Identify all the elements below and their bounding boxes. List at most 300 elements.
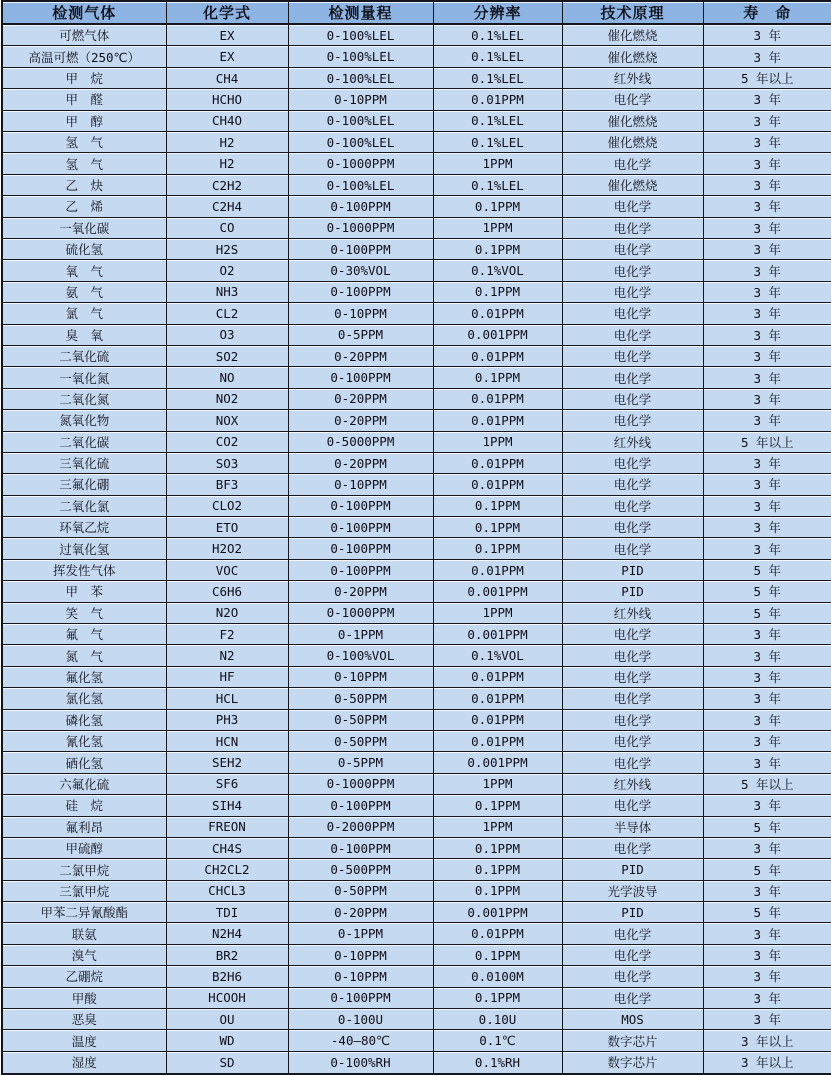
formula-cell: CH2CL2	[166, 859, 288, 880]
formula-cell: BR2	[166, 944, 288, 965]
range-cell: 0-2000PPM	[288, 816, 433, 837]
resolution-cell: 0.01PPM	[433, 452, 562, 473]
resolution-cell: 0.01PPM	[433, 923, 562, 944]
table-row	[2, 773, 831, 794]
lifespan-cell: 3 年	[703, 46, 831, 67]
range-cell: 0-1000PPM	[288, 217, 433, 238]
table-row	[2, 624, 831, 645]
table-row	[2, 816, 831, 837]
principle-cell: 光学波导	[562, 880, 703, 901]
range-cell: 0-100U	[288, 1009, 433, 1030]
table-row	[2, 752, 831, 773]
table-row	[2, 559, 831, 580]
gas-name-cell: 甲 烷	[2, 67, 166, 88]
gas-name-cell: 氯化氢	[2, 688, 166, 709]
principle-cell: 电化学	[562, 452, 703, 473]
lifespan-cell: 3 年	[703, 709, 831, 730]
formula-cell: EX	[166, 24, 288, 46]
formula-cell: N2O	[166, 602, 288, 623]
gas-name-cell: 氟利昂	[2, 816, 166, 837]
gas-name-cell: 可燃气体	[2, 24, 166, 46]
formula-cell: SO2	[166, 345, 288, 366]
range-cell: 0-10PPM	[288, 666, 433, 687]
principle-cell: PID	[562, 559, 703, 580]
lifespan-cell: 5 年以上	[703, 431, 831, 452]
resolution-cell: 0.1%LEL	[433, 67, 562, 88]
formula-cell: FREON	[166, 816, 288, 837]
gas-name-cell: 一氧化碳	[2, 217, 166, 238]
range-cell: 0-1000PPM	[288, 602, 433, 623]
range-cell: 0-100PPM	[288, 795, 433, 816]
resolution-cell: 0.001PPM	[433, 324, 562, 345]
resolution-cell: 0.1℃	[433, 1030, 562, 1051]
table-row	[2, 110, 831, 131]
resolution-cell: 0.1PPM	[433, 987, 562, 1008]
table-row	[2, 452, 831, 473]
lifespan-cell: 3 年	[703, 238, 831, 259]
table-row	[2, 260, 831, 281]
gas-name-cell: 氧 气	[2, 260, 166, 281]
gas-name-cell: 六氟化硫	[2, 773, 166, 794]
formula-cell: O2	[166, 260, 288, 281]
range-cell: 0-100%LEL	[288, 24, 433, 46]
gas-name-cell: 三氧化硫	[2, 452, 166, 473]
resolution-cell: 0.1PPM	[433, 795, 562, 816]
lifespan-cell: 3 年	[703, 495, 831, 516]
resolution-cell: 1PPM	[433, 602, 562, 623]
lifespan-cell: 3 年	[703, 645, 831, 666]
table-row	[2, 837, 831, 858]
resolution-cell: 0.01PPM	[433, 303, 562, 324]
table-row	[2, 345, 831, 366]
principle-cell: 电化学	[562, 517, 703, 538]
principle-cell: 电化学	[562, 153, 703, 174]
range-cell: 0-100%RH	[288, 1051, 433, 1074]
principle-cell: 电化学	[562, 345, 703, 366]
lifespan-cell: 5 年	[703, 902, 831, 923]
lifespan-cell: 3 年	[703, 987, 831, 1008]
principle-cell: 红外线	[562, 602, 703, 623]
formula-cell: CL2	[166, 303, 288, 324]
gas-name-cell: 二氯甲烷	[2, 859, 166, 880]
lifespan-cell: 3 年	[703, 517, 831, 538]
resolution-cell: 0.01PPM	[433, 410, 562, 431]
table-row	[2, 495, 831, 516]
range-cell: 0-100PPM	[288, 987, 433, 1008]
table-row	[2, 410, 831, 431]
table-row	[2, 431, 831, 452]
header-row	[2, 1, 831, 24]
gas-name-cell: 二氧化氮	[2, 388, 166, 409]
range-cell: 0-100PPM	[288, 196, 433, 217]
gas-spec-table	[1, 0, 831, 1075]
formula-cell: NO	[166, 367, 288, 388]
formula-cell: HF	[166, 666, 288, 687]
gas-name-cell: 乙 烯	[2, 196, 166, 217]
range-cell: 0-20PPM	[288, 581, 433, 602]
principle-cell: 电化学	[562, 89, 703, 110]
table-row	[2, 666, 831, 687]
table-row	[2, 324, 831, 345]
resolution-cell: 0.1PPM	[433, 495, 562, 516]
lifespan-cell: 3 年	[703, 24, 831, 46]
column-header-formula: 化学式	[166, 1, 288, 24]
table-row	[2, 238, 831, 259]
lifespan-cell: 3 年	[703, 688, 831, 709]
table-row	[2, 217, 831, 238]
principle-cell: 数字芯片	[562, 1051, 703, 1074]
range-cell: 0-500PPM	[288, 859, 433, 880]
table-row	[2, 538, 831, 559]
range-cell: 0-1PPM	[288, 923, 433, 944]
resolution-cell: 0.1PPM	[433, 281, 562, 302]
principle-cell: 电化学	[562, 666, 703, 687]
range-cell: 0-100PPM	[288, 495, 433, 516]
formula-cell: EX	[166, 46, 288, 67]
principle-cell: 电化学	[562, 217, 703, 238]
formula-cell: N2	[166, 645, 288, 666]
resolution-cell: 0.001PPM	[433, 752, 562, 773]
table-row	[2, 581, 831, 602]
gas-name-cell: 磷化氢	[2, 709, 166, 730]
gas-name-cell: 硫化氢	[2, 238, 166, 259]
resolution-cell: 0.01PPM	[433, 730, 562, 751]
gas-name-cell: 三氯甲烷	[2, 880, 166, 901]
gas-name-cell: 温度	[2, 1030, 166, 1051]
principle-cell: PID	[562, 859, 703, 880]
principle-cell: 电化学	[562, 324, 703, 345]
resolution-cell: 1PPM	[433, 816, 562, 837]
table-body	[2, 24, 831, 1074]
formula-cell: SIH4	[166, 795, 288, 816]
principle-cell: 红外线	[562, 431, 703, 452]
lifespan-cell: 3 年以上	[703, 1051, 831, 1074]
table-row	[2, 303, 831, 324]
resolution-cell: 0.01PPM	[433, 688, 562, 709]
range-cell: 0-10PPM	[288, 89, 433, 110]
gas-name-cell: 联氨	[2, 923, 166, 944]
resolution-cell: 0.1%RH	[433, 1051, 562, 1074]
range-cell: 0-30%VOL	[288, 260, 433, 281]
resolution-cell: 0.01PPM	[433, 559, 562, 580]
formula-cell: NH3	[166, 281, 288, 302]
range-cell: 0-10PPM	[288, 303, 433, 324]
lifespan-cell: 3 年	[703, 474, 831, 495]
table-row	[2, 281, 831, 302]
range-cell: 0-20PPM	[288, 452, 433, 473]
resolution-cell: 0.1PPM	[433, 944, 562, 965]
range-cell: 0-10PPM	[288, 944, 433, 965]
resolution-cell: 0.1PPM	[433, 880, 562, 901]
table-row	[2, 132, 831, 153]
formula-cell: C6H6	[166, 581, 288, 602]
formula-cell: SO3	[166, 452, 288, 473]
resolution-cell: 0.1%LEL	[433, 174, 562, 195]
lifespan-cell: 3 年	[703, 752, 831, 773]
lifespan-cell: 3 年	[703, 303, 831, 324]
range-cell: 0-5PPM	[288, 752, 433, 773]
formula-cell: N2H4	[166, 923, 288, 944]
principle-cell: 电化学	[562, 730, 703, 751]
table-row	[2, 602, 831, 623]
gas-name-cell: 氢 气	[2, 132, 166, 153]
lifespan-cell: 3 年	[703, 452, 831, 473]
principle-cell: PID	[562, 902, 703, 923]
formula-cell: WD	[166, 1030, 288, 1051]
table-row	[2, 196, 831, 217]
resolution-cell: 0.1%LEL	[433, 132, 562, 153]
range-cell: 0-100%VOL	[288, 645, 433, 666]
resolution-cell: 0.001PPM	[433, 902, 562, 923]
formula-cell: SEH2	[166, 752, 288, 773]
formula-cell: H2O2	[166, 538, 288, 559]
principle-cell: MOS	[562, 1009, 703, 1030]
principle-cell: 催化燃烧	[562, 46, 703, 67]
principle-cell: 数字芯片	[562, 1030, 703, 1051]
lifespan-cell: 3 年	[703, 174, 831, 195]
resolution-cell: 0.1PPM	[433, 367, 562, 388]
table-row	[2, 367, 831, 388]
principle-cell: 电化学	[562, 923, 703, 944]
table-row	[2, 388, 831, 409]
principle-cell: 电化学	[562, 281, 703, 302]
formula-cell: CO	[166, 217, 288, 238]
gas-name-cell: 笑 气	[2, 602, 166, 623]
principle-cell: 电化学	[562, 196, 703, 217]
range-cell: 0-20PPM	[288, 410, 433, 431]
principle-cell: PID	[562, 581, 703, 602]
formula-cell: CH4S	[166, 837, 288, 858]
column-header-gas: 检测气体	[2, 1, 166, 24]
gas-name-cell: 过氧化氢	[2, 538, 166, 559]
table-row	[2, 730, 831, 751]
lifespan-cell: 3 年	[703, 538, 831, 559]
resolution-cell: 1PPM	[433, 773, 562, 794]
lifespan-cell: 3 年	[703, 110, 831, 131]
table-row	[2, 944, 831, 965]
gas-name-cell: 乙硼烷	[2, 966, 166, 987]
range-cell: 0-1000PPM	[288, 773, 433, 794]
formula-cell: SD	[166, 1051, 288, 1074]
table-row	[2, 859, 831, 880]
principle-cell: 电化学	[562, 474, 703, 495]
lifespan-cell: 3 年	[703, 281, 831, 302]
principle-cell: 电化学	[562, 538, 703, 559]
principle-cell: 催化燃烧	[562, 24, 703, 46]
principle-cell: 红外线	[562, 67, 703, 88]
resolution-cell: 0.01PPM	[433, 709, 562, 730]
gas-name-cell: 甲 醇	[2, 110, 166, 131]
formula-cell: H2S	[166, 238, 288, 259]
lifespan-cell: 3 年	[703, 923, 831, 944]
formula-cell: TDI	[166, 902, 288, 923]
range-cell: 0-20PPM	[288, 902, 433, 923]
principle-cell: 电化学	[562, 966, 703, 987]
lifespan-cell: 3 年	[703, 730, 831, 751]
lifespan-cell: 3 年	[703, 1009, 831, 1030]
gas-name-cell: 二氧化碳	[2, 431, 166, 452]
formula-cell: HCOOH	[166, 987, 288, 1008]
range-cell: 0-20PPM	[288, 345, 433, 366]
table-row	[2, 902, 831, 923]
resolution-cell: 0.01PPM	[433, 474, 562, 495]
principle-cell: 电化学	[562, 987, 703, 1008]
table-header	[2, 1, 831, 24]
lifespan-cell: 5 年	[703, 581, 831, 602]
resolution-cell: 0.1PPM	[433, 196, 562, 217]
formula-cell: HCN	[166, 730, 288, 751]
lifespan-cell: 3 年	[703, 132, 831, 153]
formula-cell: SF6	[166, 773, 288, 794]
formula-cell: CHCL3	[166, 880, 288, 901]
resolution-cell: 0.1PPM	[433, 859, 562, 880]
column-header-lifespan: 寿 命	[703, 1, 831, 24]
range-cell: 0-5PPM	[288, 324, 433, 345]
principle-cell: 电化学	[562, 795, 703, 816]
table-row	[2, 46, 831, 67]
gas-name-cell: 氯 气	[2, 303, 166, 324]
gas-name-cell: 三氟化硼	[2, 474, 166, 495]
formula-cell: H2	[166, 132, 288, 153]
lifespan-cell: 5 年以上	[703, 67, 831, 88]
principle-cell: 电化学	[562, 260, 703, 281]
formula-cell: B2H6	[166, 966, 288, 987]
gas-name-cell: 氟 气	[2, 624, 166, 645]
formula-cell: OU	[166, 1009, 288, 1030]
gas-name-cell: 氟化氢	[2, 666, 166, 687]
formula-cell: BF3	[166, 474, 288, 495]
formula-cell: HCL	[166, 688, 288, 709]
gas-name-cell: 二氧化氯	[2, 495, 166, 516]
principle-cell: 电化学	[562, 688, 703, 709]
principle-cell: 催化燃烧	[562, 110, 703, 131]
range-cell: 0-50PPM	[288, 688, 433, 709]
range-cell: 0-100PPM	[288, 238, 433, 259]
principle-cell: 电化学	[562, 837, 703, 858]
resolution-cell: 0.1%VOL	[433, 645, 562, 666]
gas-name-cell: 甲酸	[2, 987, 166, 1008]
range-cell: 0-100PPM	[288, 538, 433, 559]
range-cell: 0-100PPM	[288, 517, 433, 538]
gas-name-cell: 一氧化氮	[2, 367, 166, 388]
formula-cell: H2	[166, 153, 288, 174]
range-cell: 0-100PPM	[288, 367, 433, 388]
table-row	[2, 709, 831, 730]
range-cell: 0-100%LEL	[288, 46, 433, 67]
resolution-cell: 0.001PPM	[433, 624, 562, 645]
resolution-cell: 0.01PPM	[433, 89, 562, 110]
lifespan-cell: 3 年以上	[703, 1030, 831, 1051]
formula-cell: HCHO	[166, 89, 288, 110]
principle-cell: 电化学	[562, 388, 703, 409]
principle-cell: 电化学	[562, 624, 703, 645]
gas-name-cell: 氮氧化物	[2, 410, 166, 431]
formula-cell: CLO2	[166, 495, 288, 516]
range-cell: 0-10PPM	[288, 474, 433, 495]
gas-name-cell: 高温可燃（250℃）	[2, 46, 166, 67]
gas-name-cell: 湿度	[2, 1051, 166, 1074]
resolution-cell: 0.01PPM	[433, 388, 562, 409]
lifespan-cell: 3 年	[703, 966, 831, 987]
table-row	[2, 1030, 831, 1051]
lifespan-cell: 3 年	[703, 410, 831, 431]
range-cell: 0-100%LEL	[288, 110, 433, 131]
formula-cell: CH4	[166, 67, 288, 88]
range-cell: 0-100%LEL	[288, 132, 433, 153]
gas-name-cell: 氨 气	[2, 281, 166, 302]
resolution-cell: 0.1%LEL	[433, 46, 562, 67]
principle-cell: 催化燃烧	[562, 132, 703, 153]
gas-name-cell: 甲 苯	[2, 581, 166, 602]
gas-name-cell: 硒化氢	[2, 752, 166, 773]
principle-cell: 电化学	[562, 410, 703, 431]
table-row	[2, 174, 831, 195]
lifespan-cell: 5 年	[703, 816, 831, 837]
principle-cell: 电化学	[562, 752, 703, 773]
lifespan-cell: 3 年	[703, 880, 831, 901]
formula-cell: CO2	[166, 431, 288, 452]
principle-cell: 电化学	[562, 238, 703, 259]
resolution-cell: 0.001PPM	[433, 581, 562, 602]
resolution-cell: 0.1%VOL	[433, 260, 562, 281]
gas-name-cell: 臭 氧	[2, 324, 166, 345]
column-header-principle: 技术原理	[562, 1, 703, 24]
range-cell: 0-100%LEL	[288, 174, 433, 195]
lifespan-cell: 5 年	[703, 859, 831, 880]
formula-cell: ETO	[166, 517, 288, 538]
formula-cell: O3	[166, 324, 288, 345]
column-header-resolution: 分辨率	[433, 1, 562, 24]
formula-cell: CH4O	[166, 110, 288, 131]
range-cell: 0-100PPM	[288, 559, 433, 580]
table-row	[2, 688, 831, 709]
table-row	[2, 24, 831, 46]
range-cell: 0-50PPM	[288, 880, 433, 901]
range-cell: -40—80℃	[288, 1030, 433, 1051]
formula-cell: C2H2	[166, 174, 288, 195]
lifespan-cell: 3 年	[703, 217, 831, 238]
table-row	[2, 795, 831, 816]
resolution-cell: 0.1PPM	[433, 517, 562, 538]
lifespan-cell: 3 年	[703, 89, 831, 110]
lifespan-cell: 5 年	[703, 602, 831, 623]
principle-cell: 电化学	[562, 709, 703, 730]
gas-name-cell: 环氧乙烷	[2, 517, 166, 538]
lifespan-cell: 3 年	[703, 666, 831, 687]
resolution-cell: 1PPM	[433, 217, 562, 238]
formula-cell: VOC	[166, 559, 288, 580]
lifespan-cell: 3 年	[703, 388, 831, 409]
lifespan-cell: 3 年	[703, 624, 831, 645]
lifespan-cell: 3 年	[703, 260, 831, 281]
range-cell: 0-20PPM	[288, 388, 433, 409]
lifespan-cell: 3 年	[703, 795, 831, 816]
gas-name-cell: 氮 气	[2, 645, 166, 666]
gas-name-cell: 甲硫醇	[2, 837, 166, 858]
range-cell: 0-50PPM	[288, 730, 433, 751]
range-cell: 0-50PPM	[288, 709, 433, 730]
lifespan-cell: 3 年	[703, 367, 831, 388]
gas-name-cell: 乙 炔	[2, 174, 166, 195]
resolution-cell: 0.1PPM	[433, 238, 562, 259]
lifespan-cell: 3 年	[703, 196, 831, 217]
column-header-range: 检测量程	[288, 1, 433, 24]
principle-cell: 半导体	[562, 816, 703, 837]
principle-cell: 催化燃烧	[562, 174, 703, 195]
gas-name-cell: 二氧化硫	[2, 345, 166, 366]
table-row	[2, 1009, 831, 1030]
table-row	[2, 987, 831, 1008]
